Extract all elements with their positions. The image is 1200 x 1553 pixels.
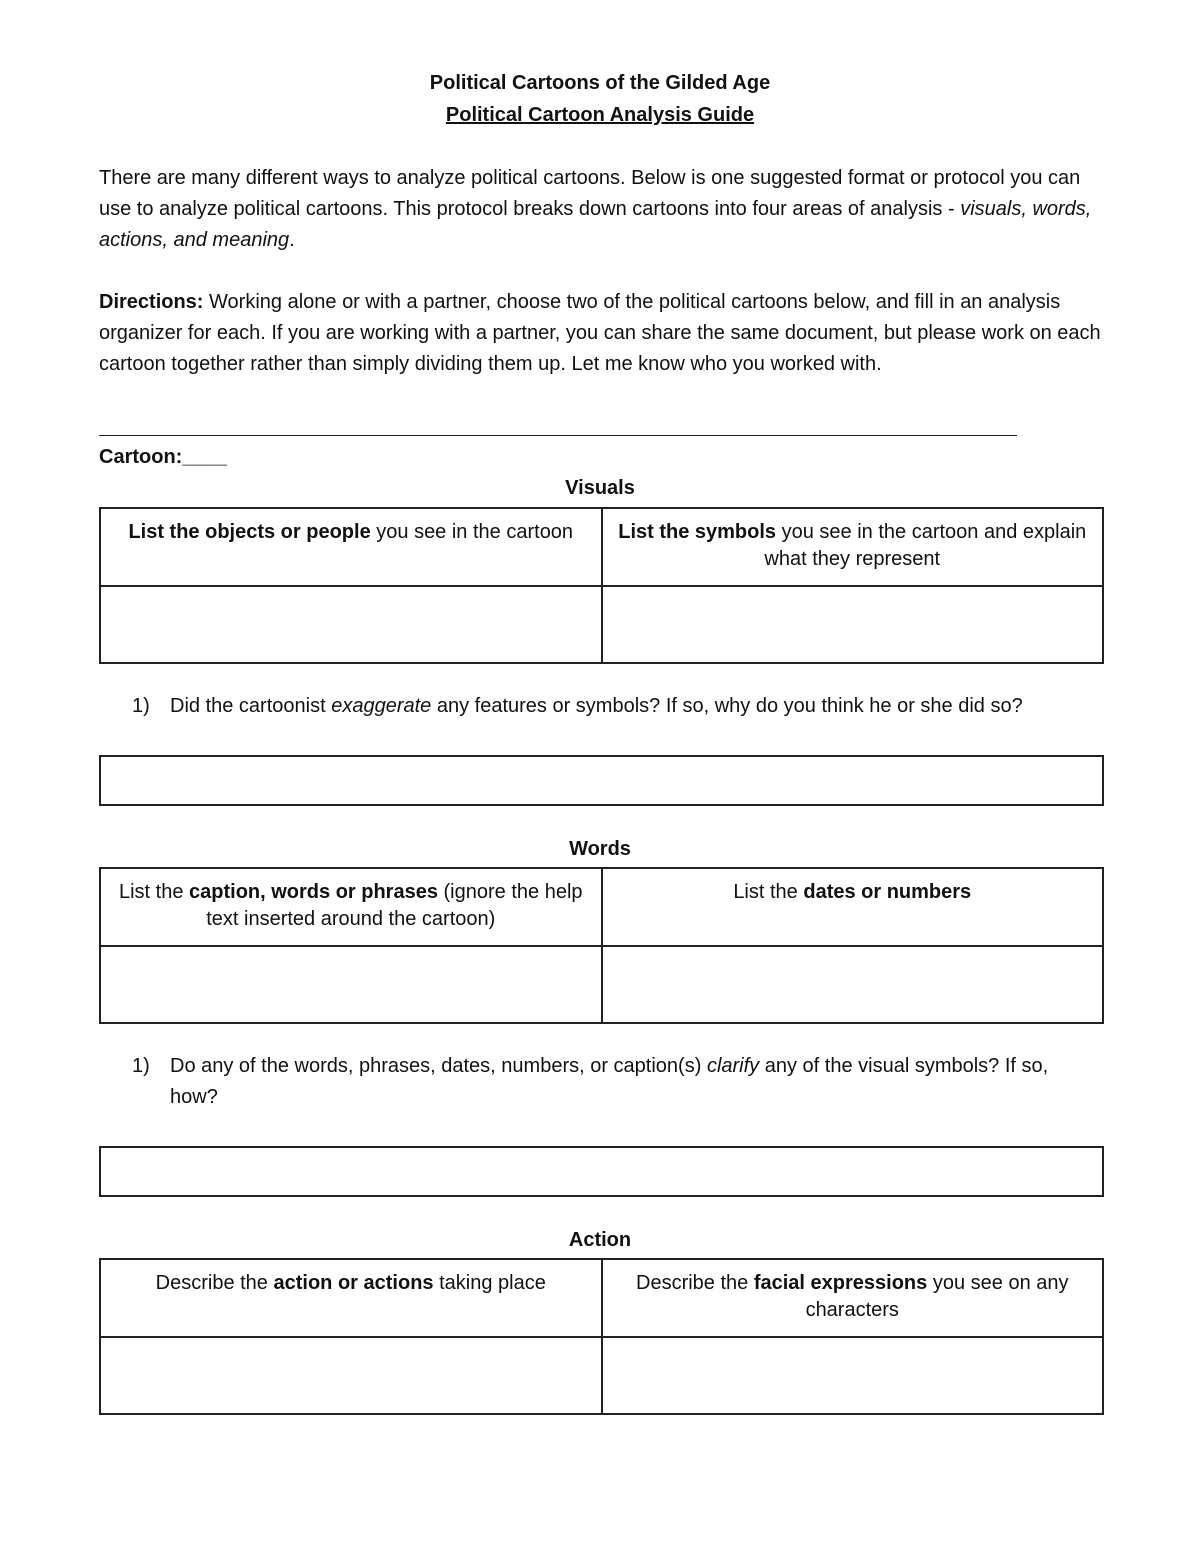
visuals-question-answer[interactable] bbox=[99, 755, 1104, 806]
action-col-expressions: Describe the facial expressions you see on any characters bbox=[602, 1259, 1104, 1337]
visuals-symbols-answer[interactable] bbox=[602, 586, 1104, 663]
divider-line bbox=[99, 435, 1017, 436]
words-question-answer[interactable] bbox=[99, 1146, 1104, 1197]
visuals-objects-answer[interactable] bbox=[100, 586, 602, 663]
visuals-heading: Visuals bbox=[565, 477, 635, 499]
action-actions-answer[interactable] bbox=[100, 1337, 602, 1414]
directions-paragraph: Directions: Working alone or with a partner, choose two of the political cartoons below, and fill in an analysis organizer for each. If you are working with a partner, you can share the same document, but please work on each cartoon together rather than simply dividing them up. Let me know who you worked with. bbox=[99, 291, 1101, 375]
cartoon-label: Cartoon:____ bbox=[99, 446, 227, 468]
words-dates-answer[interactable] bbox=[602, 946, 1104, 1023]
words-caption-answer[interactable] bbox=[100, 946, 602, 1023]
action-table bbox=[99, 1258, 1104, 1415]
visuals-col-objects: List the objects or people you see in the cartoon bbox=[100, 508, 602, 586]
visuals-table bbox=[99, 507, 1104, 664]
action-heading: Action bbox=[568, 1229, 632, 1251]
intro-paragraph: There are many different ways to analyze political cartoons. Below is one suggested format or protocol you can use to analyze political cartoons. This protocol breaks down cartoons into four areas of analysis - visuals, words, actions, and meaning. bbox=[99, 167, 1092, 251]
words-col-dates: List the dates or numbers bbox=[602, 868, 1104, 946]
words-heading: Words bbox=[569, 838, 631, 860]
action-col-actions: Describe the action or actions taking place bbox=[100, 1259, 602, 1337]
page-subtitle: Political Cartoon Analysis Guide bbox=[445, 104, 755, 126]
visuals-col-symbols: List the symbols you see in the cartoon and explain what they represent bbox=[602, 508, 1104, 586]
words-col-caption: List the caption, words or phrases (ignore the help text inserted around the cartoon) bbox=[100, 868, 602, 946]
words-table bbox=[99, 867, 1104, 1024]
page-title: Political Cartoons of the Gilded Age bbox=[429, 72, 771, 94]
action-expressions-answer[interactable] bbox=[602, 1337, 1104, 1414]
